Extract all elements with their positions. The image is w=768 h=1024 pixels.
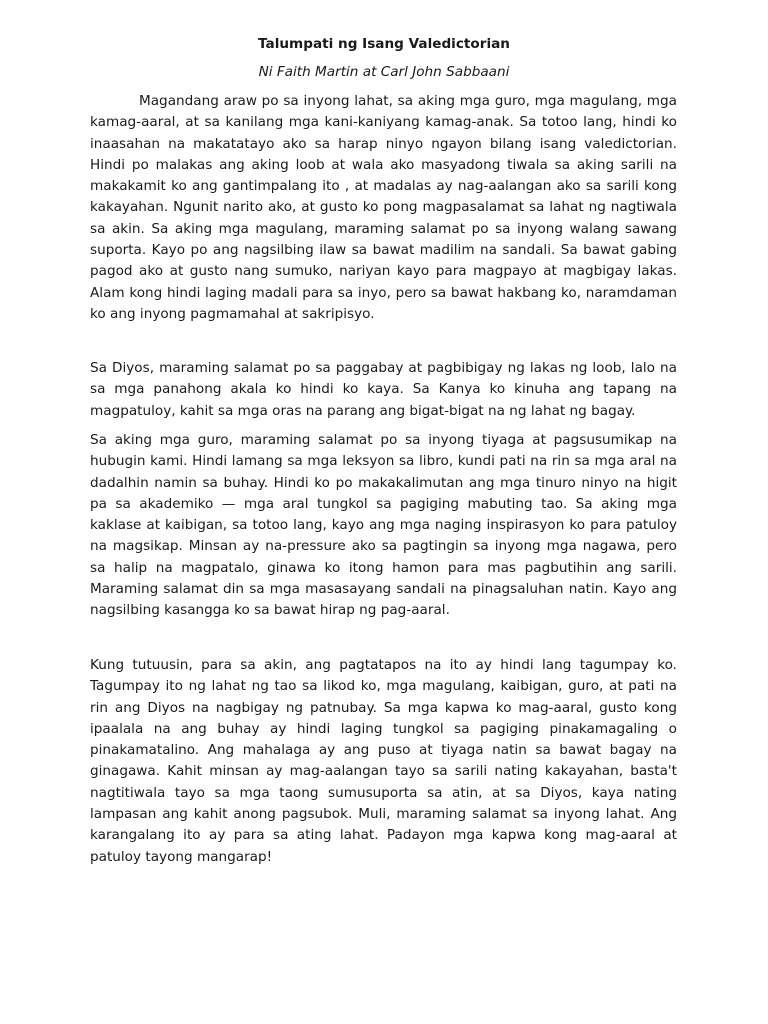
paragraph-teachers: Sa aking mga guro, maraming salamat po sa inyong tiyaga at pagsusumikap na hubugin kami. Hindi lamang sa mga leksyon sa libro, kundi pati na rin sa mga aral na dadalhin namin sa buhay. Hindi ko po makakalimutan ang mga tinuro ninyo na higit pa sa akademiko — mga aral tungkol sa pagiging mabuting tao. Sa aking mga kaklase at kaibigan, sa totoo lang, kayo ang mga naging inspirasyon ko para patuloy na magsikap. Minsan ay na-pressure ako sa pagtingin sa inyong mga nagawa, pero sa halip na magpatalo, ginawa ko itong hamon para mas pagbutihin ang sarili. Maraming salamat din sa mga masasayang sandali na pinagsaluhan natin. Kayo ang nagsilbing kasangga ko sa bawat hirap ng pag-aaral. (90, 432, 677, 619)
paragraph-intro: Magandang araw po sa inyong lahat, sa aking mga guro, mga magulang, mga kamag-aaral, at sa kanilang mga kani-kaniyang kamag-anak. Sa totoo lang, hindi ko inaasahan na makatatayo ako sa harap ninyo ngayon bilang isang valedictorian. Hindi po malakas ang aking loob at wala ako masyadong tiwala sa aking sarili na makakamit ko ang gantimpalang ito , at madalas ay nag-aalangan ako sa sarili kong kakayahan. Ngunit narito ako, at gusto ko pong magpasalamat sa lahat ng nagtiwala sa akin. Sa aking mga magulang, maraming salamat po sa inyong walang sawang suporta. Kayo po ang nagsilbing ilaw sa bawat madilim na sandali. Sa bawat gabing pagod ako at gusto nang sumuko, nariyan kayo para magpayo at magbigay lakas. Alam kong hindi laging madali para sa inyo, pero sa bawat hakbang ko, naramdaman ko ang inyong pagmamahal at sakripisyo. (90, 93, 677, 322)
paragraph-god: Sa Diyos, maraming salamat po sa paggabay at pagbibigay ng lakas ng loob, lalo na sa mga panahong akala ko hindi ko kaya. Sa Kanya ko kinuha ang tapang na magpatuloy, kahit sa mga oras na parang ang bigat-bigat na ng lahat ng bagay. (90, 360, 677, 419)
document-title: Talumpati ng Isang Valedictorian (258, 36, 510, 52)
document-author: Ni Faith Martin at Carl John Sabbaani (258, 64, 510, 80)
paragraph-closing: Kung tutuusin, para sa akin, ang pagtatapos na ito ay hindi lang tagumpay ko. Tagumpay ito ng lahat ng tao sa likod ko, mga magulang, kaibigan, guro, at pati na rin ang Diyos na nagbigay ng patnubay. Sa mga kapwa ko mag-aaral, gusto kong ipaalala na ang buhay ay hindi laging tungkol sa pagiging pinakamagaling o pinakamatalino. Ang mahalaga ay ang puso at tiyaga natin sa bawat bagay na ginagawa. Kahit minsan ay mag-aalangan tayo sa sarili nating kakayahan, basta't nagtitiwala tayo sa mga taong sumusuporta sa atin, at sa Diyos, kaya nating lampasan ang kahit anong pagsubok. Muli, maraming salamat sa inyong lahat. Ang karangalang ito ay para sa ating lahat. Padayon mga kapwa kong mag-aaral at patuloy tayong mangarap! (90, 657, 677, 865)
